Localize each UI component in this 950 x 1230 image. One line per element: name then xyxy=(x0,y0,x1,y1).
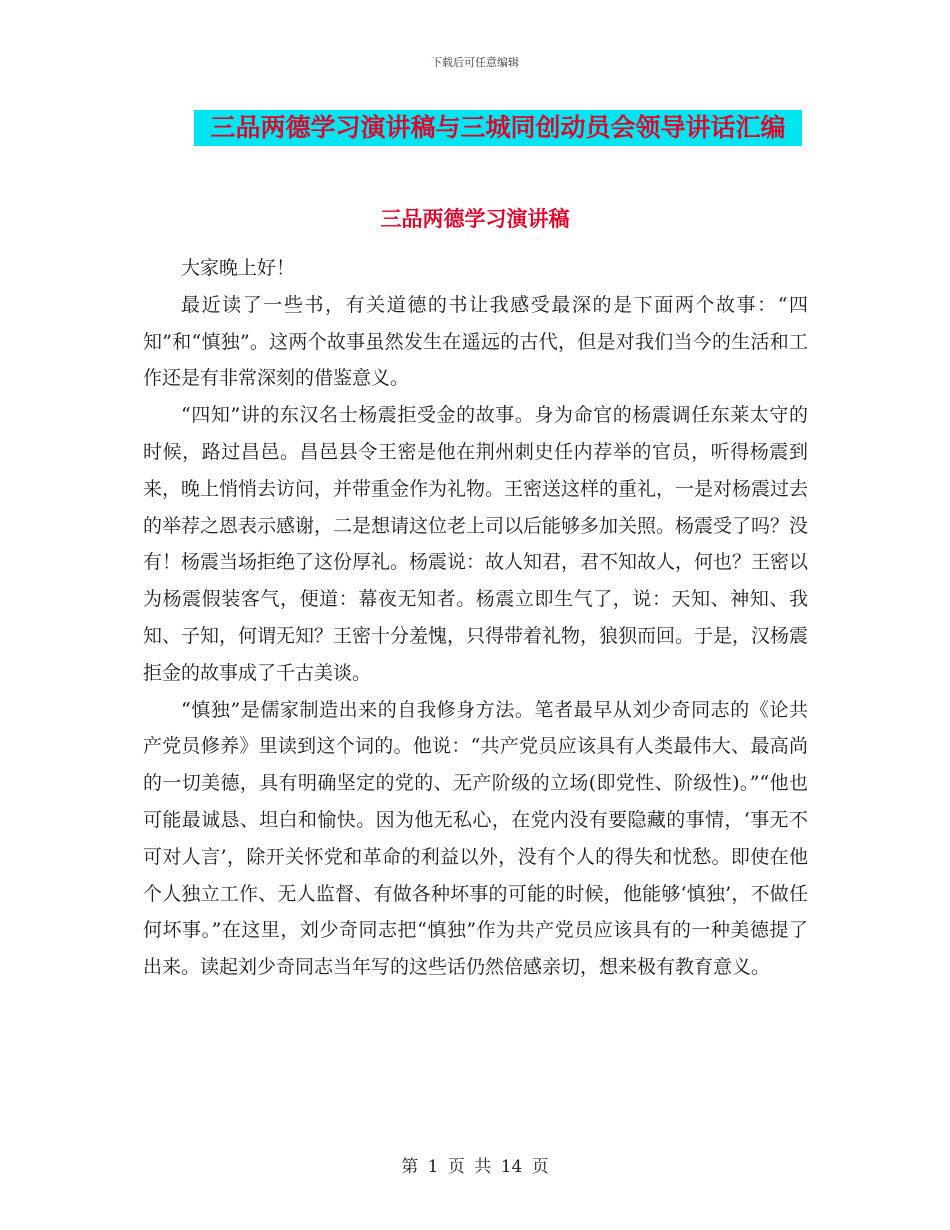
paragraph-greeting: 大家晚上好！ xyxy=(181,257,296,279)
page-footer: 第 1 页 共 14 页 xyxy=(401,1157,549,1177)
body-text xyxy=(143,250,808,986)
paragraph-shendu: “慎独”是儒家制造出来的自我修身方法。笔者最早从刘少奇同志的《论共产党员修养》里读到这个词的。他说：“共产党员应该具有人类最伟大、最高尚的一切美德，具有明确坚定的党的、无产阶级的立场(即党性、阶级性)。”“他也可能最诚恳、坦白和愉快。因为他无私心，在党内没有要隐藏的事情，‘事无不可对人言’，除开关怀党和革命的利益以外，没有个人的得失和忧愁。即使在他个人独立工作、无人监督、有做各种坏事的可能的时候，他能够‘慎独’，不做任何坏事。”在这里，刘少奇同志把“慎独”作为共产党员应该具有的一种美德提了出来。读起刘少奇同志当年写的这些话仍然倍感亲切，想来极有教育意义。 xyxy=(143,698,808,979)
main-title-highlight xyxy=(194,110,802,146)
paragraph-intro: 最近读了一些书，有关道德的书让我感受最深的是下面两个故事：“四知”和“慎独”。这两个故事虽然发生在遥远的古代，但是对我们当今的生活和工作还是有非常深刻的借鉴意义。 xyxy=(143,293,808,390)
main-title: 三品两德学习演讲稿与三城同创动员会领导讲话汇编 xyxy=(210,113,786,142)
header-note: 下载后可任意编辑 xyxy=(431,56,519,69)
paragraph-sizhi: “四知”讲的东汉名士杨震拒受金的故事。身为命官的杨震调任东莱太守的时候，路过昌邑。昌邑县令王密是他在荆州刺史任内荐举的官员，听得杨震到来，晚上悄悄去访问，并带重金作为礼物。王密送这样的重礼，一是对杨震过去的举荐之恩表示感谢，二是想请这位老上司以后能够多加关照。杨震受了吗？没有！杨震当场拒绝了这份厚礼。杨震说：故人知君，君不知故人，何也？王密以为杨震假装客气，便道：幕夜无知者。杨震立即生气了，说：天知、神知、我知、子知，何谓无知？王密十分羞愧，只得带着礼物，狼狈而回。于是，汉杨震拒金的故事成了千古美谈。 xyxy=(143,404,809,684)
section-title: 三品两德学习演讲稿 xyxy=(380,207,570,231)
